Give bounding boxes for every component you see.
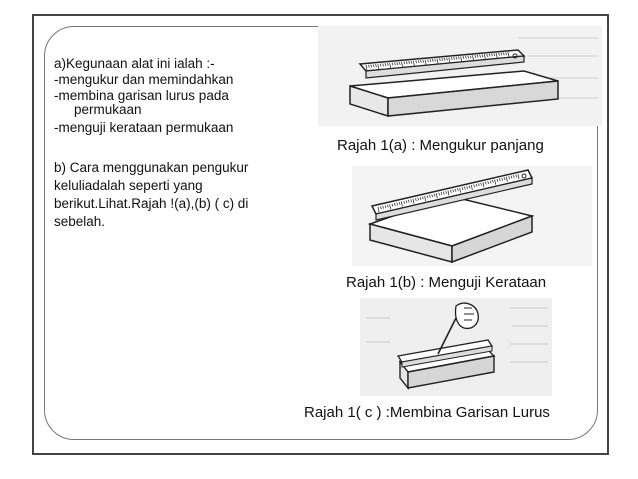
part-a-item: permukaan: [74, 102, 142, 117]
ruler-on-block-figure: [318, 26, 602, 126]
part-a-title: a)Kegunaan alat ini ialah :-: [54, 56, 215, 71]
part-b-line: berikut.Lihat.Rajah !(a),(b) ( c) di: [54, 196, 249, 211]
part-a-item: -membina garisan lurus pada: [54, 88, 229, 103]
part-a-item: -mengukur dan memindahkan: [54, 72, 234, 87]
scribing-line-figure: [360, 298, 552, 396]
part-b-line: keluliadalah seperti yang: [54, 178, 203, 193]
part-b-line: b) Cara menggunakan pengukur: [54, 160, 249, 175]
figure-caption: Rajah 1(a) : Mengukur panjang: [337, 137, 544, 154]
figure-caption: Rajah 1(b) : Menguji Kerataan: [346, 274, 547, 291]
tilted-ruler-on-block-figure: [352, 166, 592, 266]
figure-caption: Rajah 1( c ) :Membina Garisan Lurus: [304, 404, 550, 421]
part-b-line: sebelah.: [54, 214, 106, 229]
part-a-item: -menguji kerataan permukaan: [54, 120, 234, 135]
